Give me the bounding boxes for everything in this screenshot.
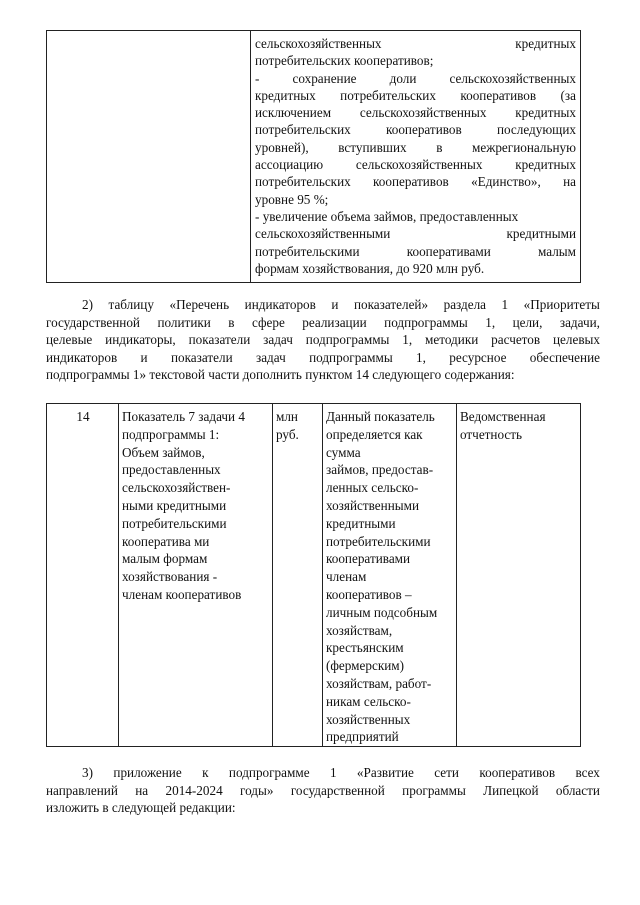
paragraph-word: программы bbox=[402, 782, 466, 798]
continuation-table bbox=[46, 30, 581, 283]
paragraph-word: «Перечень bbox=[169, 297, 230, 312]
cell-word: формам хозяйствования, до 920 млн руб. bbox=[255, 260, 485, 276]
cell-line bbox=[255, 243, 576, 260]
cell-line bbox=[255, 156, 576, 173]
cell-word: сельскохозяйственных bbox=[359, 105, 487, 121]
cell-word: кредитных bbox=[515, 105, 576, 121]
cell-line: хозяйственных bbox=[326, 711, 411, 727]
paragraph-word: подпрограммы bbox=[309, 349, 393, 365]
paragraph-word: к bbox=[202, 765, 209, 780]
paragraph-word: ресурсное bbox=[449, 349, 507, 365]
paragraph-word: государственной bbox=[46, 314, 140, 330]
cell-line: (фермерским) bbox=[326, 658, 405, 674]
paragraph-word: задач bbox=[255, 349, 286, 365]
cell-word: кооперативов bbox=[460, 87, 537, 103]
cell-line: ленных сельско- bbox=[326, 480, 419, 496]
cell-line bbox=[255, 208, 576, 225]
cell-word: кредитных bbox=[255, 87, 316, 103]
cell-line: кооператива ми bbox=[122, 533, 210, 549]
cell-line bbox=[255, 52, 576, 69]
cell-line: хозяйствам, bbox=[326, 622, 393, 638]
cell-word: сельскохозяйственных bbox=[355, 157, 483, 173]
paragraph-word: «Приоритеты bbox=[523, 297, 600, 312]
paragraph-word: задач bbox=[263, 332, 293, 347]
paragraph-word: 1, bbox=[485, 314, 496, 330]
paragraph-word: 1 bbox=[329, 765, 337, 780]
cell-line: членам кооперативов bbox=[122, 586, 242, 602]
paragraph-word: сфере bbox=[251, 314, 285, 330]
cell-word: кредитных bbox=[515, 36, 576, 51]
cell-line: млн bbox=[276, 409, 298, 424]
paragraph-word: подпрограммы 1» текстовой части дополнить пунктом 14 следующего содержания: bbox=[46, 367, 515, 382]
cell-word: исключением bbox=[255, 105, 332, 121]
cell-line: подпрограммы 1: bbox=[122, 426, 220, 442]
paragraph-word: обеспечение bbox=[529, 349, 600, 365]
unit bbox=[276, 408, 320, 444]
cell-word: уровней), bbox=[255, 139, 309, 155]
paragraph-word: кооперативов bbox=[479, 765, 556, 780]
paragraph-line bbox=[46, 349, 600, 367]
paragraph-word: индикаторы, bbox=[105, 332, 176, 347]
cell-word: кредитными bbox=[506, 226, 576, 242]
goals-cell bbox=[251, 31, 581, 283]
cell-word: межрегиональную bbox=[472, 139, 576, 155]
cell-word: на bbox=[563, 174, 576, 190]
paragraph-line bbox=[46, 314, 600, 332]
cell-word: последующих bbox=[496, 122, 576, 138]
cell-line bbox=[255, 87, 576, 104]
cell-line bbox=[255, 191, 576, 208]
cell-word: (за bbox=[560, 87, 576, 103]
paragraph-word: годы» bbox=[240, 782, 274, 798]
paragraph-word: политики bbox=[157, 314, 211, 330]
paragraph-word: показатели bbox=[170, 349, 233, 365]
paragraph-word: «Развитие bbox=[356, 765, 414, 780]
cell-line bbox=[255, 121, 576, 138]
cell-line: никам сельско- bbox=[326, 693, 411, 709]
goals-cell-text bbox=[255, 35, 576, 277]
cell-line bbox=[255, 35, 576, 52]
paragraph-word: расчетов bbox=[491, 332, 541, 347]
paragraph-word: государственной bbox=[290, 782, 385, 798]
cell-line: потребительскими bbox=[122, 515, 227, 531]
cell-line bbox=[255, 70, 576, 87]
paragraph-word: индикаторов bbox=[46, 349, 118, 365]
paragraph-word: Липецкой bbox=[483, 782, 539, 798]
calculation-method bbox=[326, 408, 454, 746]
paragraph-word: методики bbox=[425, 332, 479, 347]
indicator-table bbox=[46, 403, 581, 747]
paragraph-word: цели, bbox=[512, 314, 543, 330]
cell-line: определяется как bbox=[326, 426, 423, 442]
paragraph-word: всех bbox=[575, 765, 600, 780]
cell-word: потребительских bbox=[255, 174, 351, 190]
cell-word: ассоциацию bbox=[255, 157, 324, 173]
cell-word: малым bbox=[537, 243, 576, 259]
cell-line: Показатель 7 задачи 4 bbox=[122, 409, 245, 424]
paragraph-word: показатели bbox=[188, 332, 251, 347]
cell-line bbox=[255, 260, 576, 277]
paragraph-2 bbox=[46, 296, 600, 384]
paragraph-word: 1 bbox=[501, 297, 509, 312]
paragraph-word: показателей» bbox=[353, 297, 429, 312]
paragraph-word: области bbox=[555, 782, 600, 798]
paragraph-line bbox=[46, 782, 600, 800]
paragraph-word: индикаторов bbox=[244, 297, 316, 312]
cell-line: хозяйствам, работ- bbox=[326, 675, 432, 691]
cell-line bbox=[255, 139, 576, 156]
paragraph-word: реализации bbox=[302, 314, 367, 330]
cell-word: доли bbox=[389, 70, 417, 86]
paragraph-word: сети bbox=[434, 765, 459, 780]
cell-word: уровне 95 %; bbox=[255, 191, 329, 207]
cell-word: потребительских bbox=[255, 122, 351, 138]
row-number-cell bbox=[47, 404, 119, 747]
paragraph-word: 1, bbox=[402, 332, 413, 347]
paragraph-3 bbox=[46, 764, 600, 817]
cell-word: потребительскими bbox=[255, 243, 360, 259]
cell-word: потребительских bbox=[340, 87, 436, 103]
cell-line: отчетность bbox=[460, 426, 523, 442]
paragraph-word: 2) bbox=[82, 297, 93, 312]
cell-line: предприятий bbox=[326, 729, 399, 745]
paragraph-word: подпрограммы bbox=[384, 314, 468, 330]
paragraph-word: подпрограмме bbox=[228, 765, 310, 780]
cell-line: сумма bbox=[326, 444, 361, 460]
cell-line: кооперативами bbox=[326, 551, 411, 567]
cell-line: ными кредитными bbox=[122, 497, 227, 513]
paragraph-word: и bbox=[140, 349, 148, 365]
cell-line: членам bbox=[326, 569, 367, 585]
method-cell bbox=[323, 404, 457, 747]
paragraph-word: приложение bbox=[113, 765, 182, 780]
cell-line bbox=[255, 173, 576, 190]
cell-word: вступивших bbox=[338, 139, 407, 155]
paragraph-word: 2014-2024 bbox=[165, 782, 223, 798]
empty-left-cell bbox=[47, 31, 251, 283]
cell-word: в bbox=[436, 139, 443, 155]
cell-word: - bbox=[255, 70, 260, 86]
source-cell bbox=[457, 404, 581, 747]
row-number: 14 bbox=[76, 409, 90, 424]
cell-line bbox=[255, 225, 576, 242]
indicator-name-cell bbox=[119, 404, 273, 747]
cell-line: Данный показатель bbox=[326, 409, 435, 424]
cell-line bbox=[255, 104, 576, 121]
paragraph-word: в bbox=[228, 314, 235, 330]
paragraph-word: 3) bbox=[82, 765, 93, 780]
cell-word: кредитных bbox=[515, 157, 576, 173]
cell-line: малым формам bbox=[122, 551, 208, 567]
paragraph-word: задачи, bbox=[559, 314, 600, 330]
cell-word: кооперативами bbox=[406, 243, 491, 259]
cell-line: потребительскими bbox=[326, 533, 431, 549]
paragraph-word: на bbox=[135, 782, 149, 798]
paragraph-line bbox=[46, 764, 600, 782]
cell-word: сельскохозяйственных bbox=[255, 36, 382, 51]
cell-word: сельскохозяйственных bbox=[449, 70, 576, 86]
paragraph-word: раздела bbox=[443, 297, 487, 312]
paragraph-word: и bbox=[331, 297, 339, 312]
cell-line: личным подсобным bbox=[326, 604, 438, 620]
data-source bbox=[460, 408, 578, 444]
paragraph-line bbox=[46, 799, 600, 817]
cell-line: хозяйствования - bbox=[122, 569, 218, 585]
paragraph-word: подпрограммы bbox=[305, 332, 390, 347]
paragraph-line bbox=[46, 366, 600, 384]
paragraph-word: 1, bbox=[416, 349, 426, 365]
cell-word: потребительских кооперативов; bbox=[255, 53, 434, 69]
cell-line: предоставленных bbox=[122, 462, 221, 478]
cell-line: Объем займов, bbox=[122, 444, 205, 460]
cell-line: кредитными bbox=[326, 515, 396, 531]
cell-line: хозяйственными bbox=[326, 497, 420, 513]
paragraph-word: целевые bbox=[46, 332, 93, 347]
cell-word: кооперативов bbox=[385, 122, 462, 138]
paragraph-line bbox=[46, 296, 600, 314]
cell-word: сельскохозяйственными bbox=[255, 226, 391, 242]
paragraph-word: целевых bbox=[552, 332, 600, 347]
paragraph-word: направлений bbox=[46, 782, 118, 798]
cell-line: Ведомственная bbox=[460, 409, 546, 424]
cell-word: кооперативов bbox=[373, 174, 449, 190]
cell-word: - увеличение объема займов, предоставленных bbox=[255, 208, 519, 224]
paragraph-word: изложить в следующей редакции: bbox=[46, 800, 236, 815]
cell-line: крестьянским bbox=[326, 640, 404, 656]
cell-word: «Единство», bbox=[471, 174, 541, 190]
paragraph-word: таблицу bbox=[108, 297, 154, 312]
indicator-name bbox=[122, 408, 270, 604]
cell-line: руб. bbox=[276, 426, 299, 442]
cell-word: сохранение bbox=[292, 70, 357, 86]
cell-line: займов, предостав- bbox=[326, 462, 434, 478]
cell-line: кооперативов – bbox=[326, 586, 412, 602]
unit-cell bbox=[273, 404, 323, 747]
paragraph-line bbox=[46, 331, 600, 349]
cell-line: сельскохозяйствен- bbox=[122, 480, 231, 496]
